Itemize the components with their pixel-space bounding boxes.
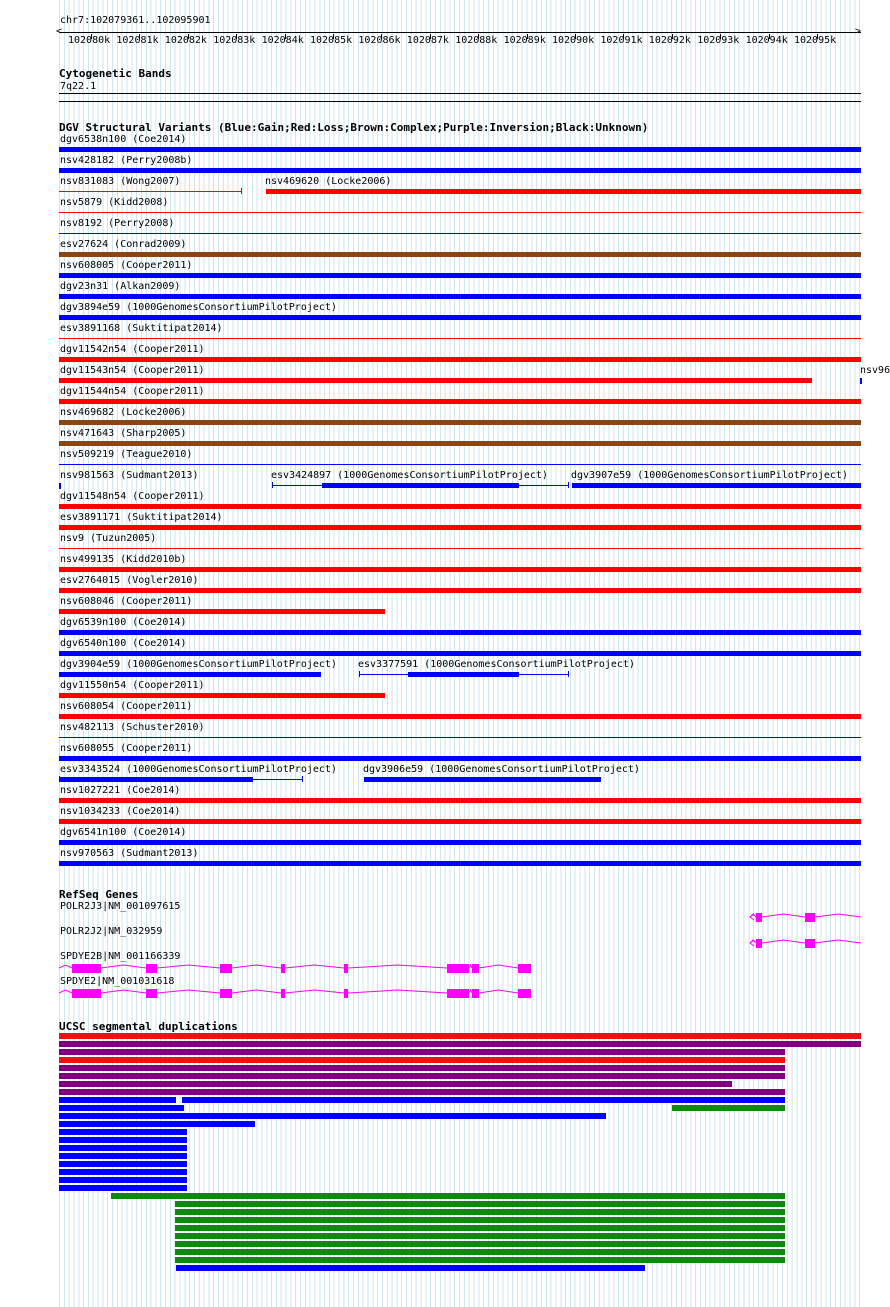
ruler-tick-label: 102087k (406, 35, 449, 46)
dgv-feature-bar[interactable] (59, 861, 861, 866)
segdup-bar[interactable] (59, 1177, 187, 1183)
dgv-feature-stub[interactable] (59, 483, 61, 489)
refseq-intron-line (469, 990, 472, 993)
segdup-bar[interactable] (59, 1033, 861, 1039)
ruler-tick-label: 102088k (455, 35, 498, 46)
segdup-bar[interactable] (59, 1137, 187, 1143)
segdup-bar[interactable] (175, 1233, 785, 1239)
refseq-gene-model[interactable] (0, 910, 890, 924)
dgv-feature-bar[interactable] (59, 399, 861, 404)
refseq-gene-label[interactable]: POLR2J3|NM_001097615 (60, 901, 181, 912)
refseq-intron-line (348, 965, 447, 968)
dgv-feature-label[interactable]: nsv469682 (Locke2006) (60, 407, 187, 418)
dgv-feature-label[interactable]: dgv11542n54 (Cooper2011) (60, 344, 205, 355)
dgv-feature-label[interactable]: nsv608005 (Cooper2011) (60, 260, 193, 271)
dgv-feature-label[interactable]: nsv9 (Tuzun2005) (60, 533, 157, 544)
dgv-feature-label[interactable]: nsv981563 (Sudmant2013) (60, 470, 199, 481)
refseq-intron-line (469, 965, 472, 968)
dgv-feature-line[interactable] (59, 338, 861, 339)
ruler-tick-label: 102089k (503, 35, 546, 46)
refseq-gene-label[interactable]: SPDYE2B|NM_001166339 (60, 951, 181, 962)
dgv-feature-label[interactable]: nsv608046 (Cooper2011) (60, 596, 193, 607)
segdup-bar[interactable] (182, 1097, 785, 1103)
refseq-exon (805, 939, 815, 948)
dgv-feature-label[interactable]: esv3891168 (Suktitipat2014) (60, 323, 223, 334)
dgv-feature-label[interactable]: dgv11544n54 (Cooper2011) (60, 386, 205, 397)
dgv-feature-label[interactable]: nsv482113 (Schuster2010) (60, 722, 205, 733)
dgv-feature-bar[interactable] (59, 441, 861, 446)
dgv-feature-line[interactable] (59, 233, 861, 234)
refseq-intron-line (285, 965, 344, 968)
dgv-feature-bar[interactable] (322, 483, 519, 488)
dgv-feature-end-cap (568, 671, 569, 677)
dgv-feature-bar[interactable] (59, 252, 861, 257)
refseq-intron-line (762, 914, 805, 917)
dgv-feature-bar[interactable] (59, 420, 861, 425)
ruler-tick-label: 102095k (794, 35, 837, 46)
dgv-feature-bar[interactable] (59, 378, 812, 383)
dgv-feature-end-cap (272, 482, 273, 488)
segdup-bar[interactable] (175, 1241, 785, 1247)
dgv-feature-end-cap (241, 188, 242, 194)
dgv-feature-bar[interactable] (572, 483, 861, 488)
dgv-feature-bar[interactable] (59, 294, 861, 299)
segdup-bar[interactable] (59, 1161, 187, 1167)
ruler-tick-label: 102085k (310, 35, 353, 46)
cytoband-line-top (59, 93, 861, 94)
refseq-intron-line (59, 990, 72, 993)
dgv-feature-label[interactable]: nsv499135 (Kidd2010b) (60, 554, 187, 565)
refseq-strand-arrow (750, 940, 754, 946)
segdup-bar[interactable] (59, 1129, 187, 1135)
dgv-feature-bar[interactable] (59, 315, 861, 320)
ruler-title: chr7:102079361..102095901 (60, 15, 211, 26)
ruler-arrow-left: < (56, 26, 63, 37)
dgv-feature-label[interactable]: dgv3906e59 (1000GenomesConsortiumPilotProject) (363, 764, 640, 775)
segdup-bar[interactable] (59, 1145, 187, 1151)
dgv-feature-label[interactable]: nsv96 (860, 365, 890, 376)
cytoband-line-bottom (59, 101, 861, 102)
dgv-feature-bar[interactable] (408, 672, 519, 677)
segdup-bar[interactable] (59, 1073, 785, 1079)
ruler-tick-label: 102082k (164, 35, 207, 46)
ruler-tick-label: 102086k (358, 35, 401, 46)
ruler-tick-label: 102090k (552, 35, 595, 46)
dgv-feature-bar[interactable] (59, 672, 321, 677)
dgv-feature-label[interactable]: dgv11543n54 (Cooper2011) (60, 365, 205, 376)
ruler-tick-label: 102091k (600, 35, 643, 46)
segdup-bar[interactable] (59, 1097, 176, 1103)
ruler-arrow-right: > (855, 26, 862, 37)
dgv-feature-label[interactable]: esv2764015 (Vogler2010) (60, 575, 199, 586)
dgv-feature-label[interactable]: esv3343524 (1000GenomesConsortiumPilotProject) (60, 764, 337, 775)
refseq-intron-line (479, 965, 518, 968)
dgv-feature-bar[interactable] (59, 756, 861, 761)
dgv-feature-line[interactable] (59, 737, 861, 738)
refseq-exon (344, 989, 348, 998)
dgv-feature-label[interactable]: dgv6540n100 (Coe2014) (60, 638, 187, 649)
refseq-track-title[interactable]: RefSeq Genes (59, 888, 139, 901)
ruler-axis-line (59, 32, 861, 33)
segdup-bar[interactable] (175, 1217, 785, 1223)
dgv-feature-label[interactable]: dgv3904e59 (1000GenomesConsortiumPilotProject) (60, 659, 337, 670)
segdup-bar[interactable] (59, 1081, 732, 1087)
cytoband-track-title[interactable]: Cytogenetic Bands (59, 67, 172, 80)
refseq-exon (72, 989, 101, 998)
dgv-feature-end-cap (302, 776, 303, 782)
dgv-track-title[interactable]: DGV Structural Variants (Blue:Gain;Red:Loss;Brown:Complex;Purple:Inversion;Black:Unknown) (59, 121, 649, 134)
segdup-bar[interactable] (59, 1185, 187, 1191)
segdup-bar[interactable] (175, 1257, 785, 1263)
dgv-feature-bar[interactable] (59, 588, 861, 593)
refseq-intron-line (348, 990, 447, 993)
refseq-gene-label[interactable]: POLR2J2|NM_032959 (60, 926, 163, 937)
segdup-bar[interactable] (175, 1225, 785, 1231)
dgv-feature-label[interactable]: esv3377591 (1000GenomesConsortiumPilotProject) (358, 659, 635, 670)
refseq-exon (146, 964, 157, 973)
dgv-feature-bar[interactable] (59, 504, 861, 509)
refseq-gene-model[interactable] (0, 986, 890, 1000)
refseq-exon (281, 989, 285, 998)
segdup-bar[interactable] (59, 1153, 187, 1159)
segdup-bar[interactable] (59, 1089, 785, 1095)
ruler-tick-label: 102094k (745, 35, 788, 46)
ruler-tick-label: 102080k (68, 35, 111, 46)
segdup-bar[interactable] (672, 1105, 785, 1111)
dgv-feature-line[interactable] (59, 191, 241, 192)
dgv-feature-label[interactable]: nsv970563 (Sudmant2013) (60, 848, 199, 859)
ruler-tick-label: 102081k (116, 35, 159, 46)
dgv-feature-label[interactable]: dgv6538n100 (Coe2014) (60, 134, 187, 145)
dgv-feature-label[interactable]: nsv428182 (Perry2008b) (60, 155, 193, 166)
dgv-feature-line[interactable] (59, 548, 861, 549)
dgv-feature-bar[interactable] (59, 798, 861, 803)
refseq-gene-label[interactable]: SPDYE2|NM_001031618 (60, 976, 175, 987)
dgv-feature-bar[interactable] (59, 714, 861, 719)
refseq-exon (518, 964, 531, 973)
refseq-exon (281, 964, 285, 973)
dgv-feature-label[interactable]: esv27624 (Conrad2009) (60, 239, 187, 250)
dgv-feature-end-cap (568, 482, 569, 488)
segdup-track-title[interactable]: UCSC segmental duplications (59, 1020, 238, 1033)
dgv-feature-label[interactable]: nsv469620 (Locke2006) (265, 176, 392, 187)
segdup-bar[interactable] (59, 1041, 861, 1047)
segdup-bar[interactable] (59, 1169, 187, 1175)
segdup-bar[interactable] (59, 1057, 785, 1063)
cytoband-label: 7q22.1 (60, 81, 97, 92)
refseq-intron-line (815, 940, 861, 943)
refseq-exon (344, 964, 348, 973)
dgv-feature-bar[interactable] (59, 147, 861, 152)
dgv-feature-label[interactable]: nsv1034233 (Coe2014) (60, 806, 181, 817)
dgv-feature-bar[interactable] (59, 609, 385, 614)
dgv-feature-label[interactable]: dgv3907e59 (1000GenomesConsortiumPilotProject) (571, 470, 848, 481)
dgv-feature-bar[interactable] (59, 693, 385, 698)
ruler-tick-label: 102084k (261, 35, 304, 46)
ruler-tick-label: 102083k (213, 35, 256, 46)
segdup-bar[interactable] (59, 1049, 785, 1055)
refseq-exon (447, 964, 469, 973)
refseq-exon (518, 989, 531, 998)
dgv-feature-bar[interactable] (59, 630, 861, 635)
ruler-tick-label: 102092k (648, 35, 691, 46)
refseq-exon (472, 964, 479, 973)
segdup-bar[interactable] (59, 1113, 606, 1119)
refseq-intron-line (815, 914, 861, 917)
dgv-feature-label[interactable]: dgv3894e59 (1000GenomesConsortiumPilotProject) (60, 302, 337, 313)
dgv-feature-bar[interactable] (59, 168, 861, 173)
refseq-intron-line (101, 965, 146, 968)
segdup-bar[interactable] (175, 1201, 785, 1207)
refseq-gene-model[interactable] (0, 961, 890, 975)
dgv-feature-bar[interactable] (59, 357, 861, 362)
refseq-intron-line (285, 990, 344, 993)
refseq-intron-line (479, 990, 518, 993)
dgv-feature-bar[interactable] (59, 651, 861, 656)
segdup-bar[interactable] (59, 1121, 255, 1127)
refseq-intron-line (101, 990, 146, 993)
dgv-feature-label[interactable]: nsv5879 (Kidd2008) (60, 197, 169, 208)
refseq-intron-line (232, 990, 281, 993)
dgv-feature-label[interactable]: nsv471643 (Sharp2005) (60, 428, 187, 439)
dgv-feature-stub[interactable] (860, 378, 862, 384)
dgv-feature-label[interactable]: esv3424897 (1000GenomesConsortiumPilotProject) (271, 470, 548, 481)
dgv-feature-label[interactable]: dgv11548n54 (Cooper2011) (60, 491, 205, 502)
ruler-tick-label: 102093k (697, 35, 740, 46)
segdup-bar[interactable] (111, 1193, 785, 1199)
dgv-feature-label[interactable]: nsv509219 (Teague2010) (60, 449, 193, 460)
dgv-feature-line[interactable] (59, 212, 861, 213)
refseq-exon (472, 989, 479, 998)
dgv-feature-bar[interactable] (59, 525, 861, 530)
dgv-feature-label[interactable]: nsv608055 (Cooper2011) (60, 743, 193, 754)
dgv-feature-bar[interactable] (59, 819, 861, 824)
dgv-feature-label[interactable]: esv3891171 (Suktitipat2014) (60, 512, 223, 523)
segdup-bar[interactable] (175, 1209, 785, 1215)
dgv-feature-label[interactable]: nsv8192 (Perry2008) (60, 218, 175, 229)
dgv-feature-bar[interactable] (59, 567, 861, 572)
dgv-feature-label[interactable]: nsv831083 (Wong2007) (60, 176, 181, 187)
refseq-gene-model[interactable] (0, 936, 890, 950)
refseq-intron-line (59, 965, 72, 968)
segdup-bar[interactable] (175, 1249, 785, 1255)
dgv-feature-bar[interactable] (59, 840, 861, 845)
dgv-feature-line[interactable] (59, 464, 861, 465)
refseq-intron-line (762, 940, 805, 943)
refseq-exon (447, 989, 469, 998)
dgv-feature-label[interactable]: dgv23n31 (Alkan2009) (60, 281, 181, 292)
segdup-bar[interactable] (59, 1105, 184, 1111)
refseq-exon (146, 989, 157, 998)
refseq-exon (220, 964, 232, 973)
refseq-exon (72, 964, 101, 973)
refseq-intron-line (157, 990, 220, 993)
dgv-feature-label[interactable]: nsv1027221 (Coe2014) (60, 785, 181, 796)
refseq-intron-line (157, 965, 220, 968)
segdup-bar[interactable] (59, 1065, 785, 1071)
refseq-intron-line (232, 965, 281, 968)
dgv-feature-end-cap (359, 671, 360, 677)
dgv-feature-label[interactable]: dgv6539n100 (Coe2014) (60, 617, 187, 628)
dgv-feature-bar[interactable] (59, 273, 861, 278)
segdup-bar[interactable] (176, 1265, 645, 1271)
refseq-exon (805, 913, 815, 922)
refseq-exon (756, 913, 762, 922)
dgv-feature-bar[interactable] (364, 777, 601, 782)
dgv-feature-label[interactable]: dgv11550n54 (Cooper2011) (60, 680, 205, 691)
refseq-exon (220, 989, 232, 998)
dgv-feature-bar[interactable] (266, 189, 861, 194)
dgv-feature-label[interactable]: nsv608054 (Cooper2011) (60, 701, 193, 712)
dgv-feature-label[interactable]: dgv6541n100 (Coe2014) (60, 827, 187, 838)
refseq-strand-arrow (750, 914, 754, 920)
refseq-exon (756, 939, 762, 948)
dgv-feature-bar[interactable] (59, 777, 253, 782)
